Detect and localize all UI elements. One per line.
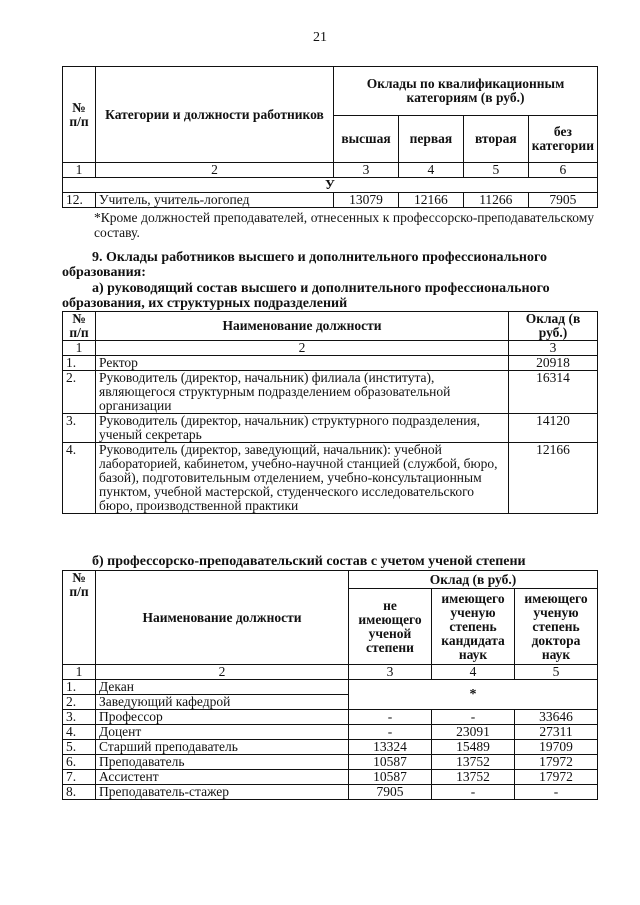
index-cell: 6 — [528, 163, 597, 178]
row-name: Учитель, учитель-логопед — [95, 193, 333, 208]
asterisk-note-mark: * — [349, 680, 598, 710]
teaching-staff-salary-table — [62, 570, 598, 800]
col-header-position: Наименование должности — [96, 312, 509, 341]
index-cell: 2 — [95, 163, 333, 178]
col-header-category: Категории и должности работников — [95, 67, 333, 163]
row-value: 13324 — [349, 740, 432, 755]
row-name: Руководитель (директор, начальник) филиала (института), являющегося структурным подразделением образовательной организации — [96, 371, 509, 414]
row-number: 5. — [63, 740, 96, 755]
row-name: Заведующий кафедрой — [96, 695, 349, 710]
row-value: - — [515, 785, 598, 800]
qualification-salary-table — [62, 66, 598, 208]
row-name: Преподаватель — [96, 755, 349, 770]
row-value: 27311 — [515, 725, 598, 740]
row-value: 11266 — [463, 193, 528, 208]
row-value: - — [432, 710, 515, 725]
row-number: 7. — [63, 770, 96, 785]
row-name: Ректор — [96, 356, 509, 371]
row-value: 12166 — [509, 443, 598, 514]
row-value: 7905 — [349, 785, 432, 800]
row-value: 14120 — [509, 414, 598, 443]
col-header-second: вторая — [463, 116, 528, 163]
row-value: 13079 — [334, 193, 399, 208]
section-9-title: 9. Оклады работников высшего и дополнительного профессионального образования: — [62, 250, 547, 280]
row-value: 17972 — [515, 770, 598, 785]
col-header-first: первая — [398, 116, 463, 163]
row-value: - — [349, 725, 432, 740]
table-row — [63, 710, 598, 725]
row-value: 10587 — [349, 770, 432, 785]
col-header-number: № п/п — [63, 67, 96, 163]
row-name: Ассистент — [96, 770, 349, 785]
row-number: 12. — [63, 193, 96, 208]
col-header-doctor: имеющего ученую степень доктора наук — [515, 589, 598, 665]
index-cell: 2 — [96, 341, 509, 356]
group-letter: У — [63, 178, 598, 193]
col-header-highest: высшая — [334, 116, 399, 163]
row-value: 16314 — [509, 371, 598, 414]
table-row — [63, 414, 598, 443]
col-header-salary: Оклад (в руб.) — [509, 312, 598, 341]
row-value: 19709 — [515, 740, 598, 755]
section-9b-title: б) профессорско-преподавательский состав с учетом ученой степени — [92, 554, 526, 569]
row-name: Старший преподаватель — [96, 740, 349, 755]
group-row — [63, 178, 598, 193]
row-name: Руководитель (директор, заведующий, начальник): учебной лабораторией, кабинетом, учебно-научной станцией (службой, бюро, базой), подготовительным отделением, учебно-консультационным пунктом, учебной мастерской, студенческого исследовательского бюро, производственной практики — [96, 443, 509, 514]
management-salary-table — [62, 311, 598, 514]
table-row — [63, 443, 598, 514]
table-row — [63, 193, 598, 208]
index-cell: 4 — [432, 665, 515, 680]
row-value: 12166 — [398, 193, 463, 208]
index-row — [63, 341, 598, 356]
table-row — [63, 725, 598, 740]
table-row — [63, 755, 598, 770]
index-row — [63, 665, 598, 680]
row-number: 4. — [63, 443, 96, 514]
col-header-no-category: без категории — [528, 116, 597, 163]
col-header-no-degree: не имеющего ученой степени — [349, 589, 432, 665]
table-row — [63, 356, 598, 371]
row-number: 1. — [63, 356, 96, 371]
table-row — [63, 740, 598, 755]
col-header-salary: Оклад (в руб.) — [349, 571, 598, 589]
row-number: 3. — [63, 710, 96, 725]
table-row — [63, 680, 598, 695]
page-number: 21 — [313, 30, 327, 45]
index-row — [63, 163, 598, 178]
col-header-salaries: Оклады по квалификационным категориям (в руб.) — [334, 67, 598, 116]
row-value: 33646 — [515, 710, 598, 725]
row-number: 8. — [63, 785, 96, 800]
row-value: 20918 — [509, 356, 598, 371]
col-header-position: Наименование должности — [96, 571, 349, 665]
index-cell: 3 — [509, 341, 598, 356]
col-header-number: № п/п — [63, 571, 96, 665]
section-9a-title: а) руководящий состав высшего и дополнительного профессионального образования, их структурных подразделений — [62, 281, 550, 311]
row-name: Декан — [96, 680, 349, 695]
row-number: 2. — [63, 695, 96, 710]
index-cell: 1 — [63, 163, 96, 178]
row-value: 17972 — [515, 755, 598, 770]
row-value: 15489 — [432, 740, 515, 755]
index-cell: 3 — [349, 665, 432, 680]
index-cell: 4 — [398, 163, 463, 178]
row-value: 7905 — [528, 193, 597, 208]
row-number: 3. — [63, 414, 96, 443]
col-header-candidate: имеющего ученую степень кандидата наук — [432, 589, 515, 665]
table-row — [63, 371, 598, 414]
row-number: 6. — [63, 755, 96, 770]
index-cell: 1 — [63, 341, 96, 356]
row-value: - — [432, 785, 515, 800]
row-name: Профессор — [96, 710, 349, 725]
row-number: 4. — [63, 725, 96, 740]
row-value: 23091 — [432, 725, 515, 740]
index-cell: 2 — [96, 665, 349, 680]
row-value: 10587 — [349, 755, 432, 770]
row-name: Руководитель (директор, начальник) структурного подразделения, ученый секретарь — [96, 414, 509, 443]
index-cell: 5 — [463, 163, 528, 178]
index-cell: 5 — [515, 665, 598, 680]
row-value: - — [349, 710, 432, 725]
col-header-number: № п/п — [63, 312, 96, 341]
table-row — [63, 785, 598, 800]
row-number: 1. — [63, 680, 96, 695]
row-value: 13752 — [432, 755, 515, 770]
row-number: 2. — [63, 371, 96, 414]
row-name: Доцент — [96, 725, 349, 740]
table-row — [63, 770, 598, 785]
index-cell: 1 — [63, 665, 96, 680]
index-cell: 3 — [334, 163, 399, 178]
row-name: Преподаватель-стажер — [96, 785, 349, 800]
footnote: *Кроме должностей преподавателей, отнесенных к профессорско-преподавательскому составу. — [94, 210, 594, 240]
row-value: 13752 — [432, 770, 515, 785]
